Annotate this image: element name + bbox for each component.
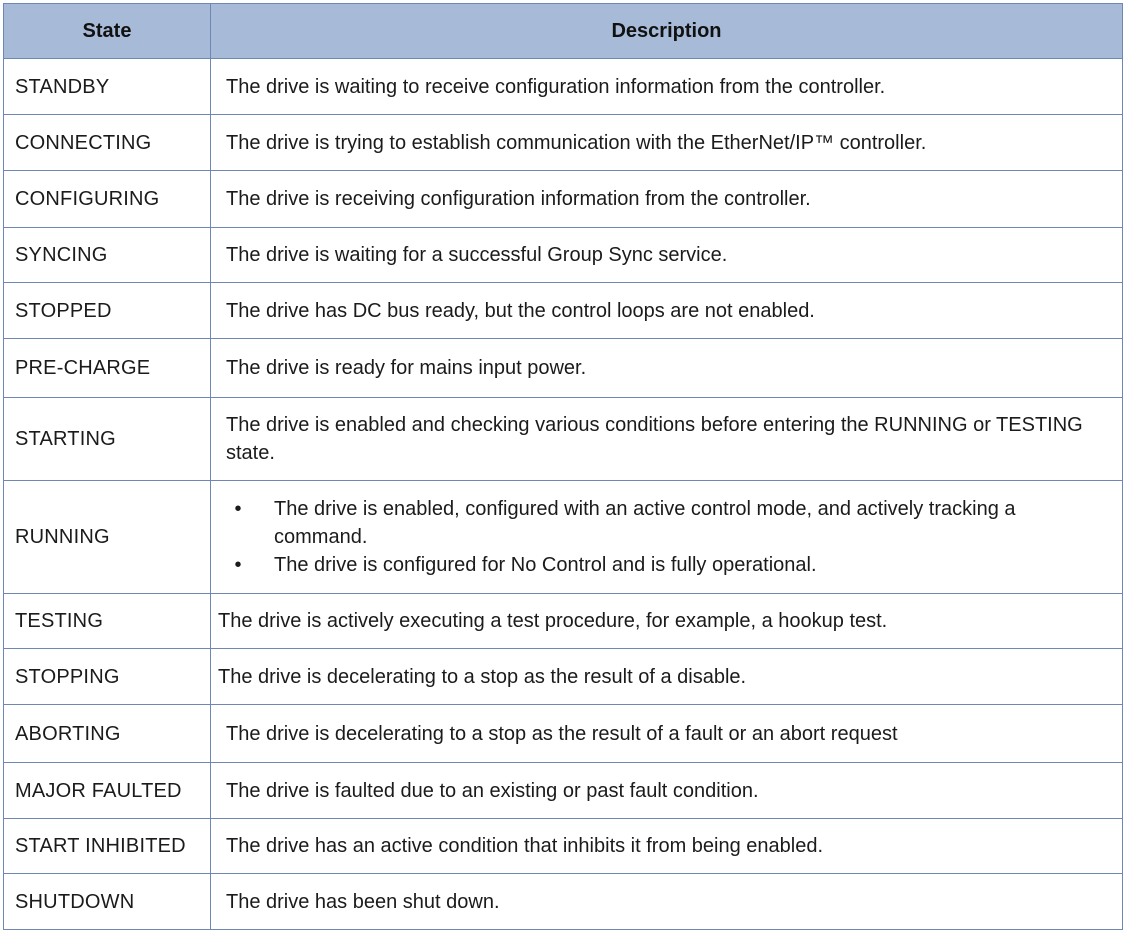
description-cell: The drive is decelerating to a stop as the result of a fault or an abort request	[211, 705, 1123, 763]
description-cell	[211, 481, 1123, 594]
table-row	[4, 59, 1123, 115]
description-cell: The drive is decelerating to a stop as the result of a disable.	[211, 649, 1123, 705]
description-cell: The drive is waiting for a successful Group Sync service.	[211, 228, 1123, 283]
table-body	[4, 59, 1123, 930]
description-cell: The drive is waiting to receive configuration information from the controller.	[211, 59, 1123, 115]
bullet-text: The drive is enabled, configured with an active control mode, and actively tracking a command.	[274, 498, 1016, 548]
table-row	[4, 594, 1123, 649]
description-cell: The drive is ready for mains input power.	[211, 339, 1123, 398]
table-row	[4, 398, 1123, 481]
state-cell: PRE-CHARGE	[4, 339, 211, 398]
description-cell: The drive is trying to establish communication with the EtherNet/IP™ controller.	[211, 115, 1123, 171]
table-row	[4, 339, 1123, 398]
table-row	[4, 874, 1123, 930]
state-cell: SHUTDOWN	[4, 874, 211, 930]
drive-state-table	[3, 3, 1123, 930]
table-header	[4, 4, 1123, 59]
bullet-icon: •	[234, 554, 242, 576]
table-row	[4, 283, 1123, 339]
table-row	[4, 115, 1123, 171]
state-cell: START INHIBITED	[4, 819, 211, 874]
description-cell: The drive has been shut down.	[211, 874, 1123, 930]
state-cell: SYNCING	[4, 228, 211, 283]
description-column-header: Description	[211, 4, 1123, 59]
table-row	[4, 228, 1123, 283]
state-cell: STARTING	[4, 398, 211, 481]
state-cell: STOPPED	[4, 283, 211, 339]
state-cell: TESTING	[4, 594, 211, 649]
state-cell: MAJOR FAULTED	[4, 763, 211, 819]
description-cell: The drive has an active condition that inhibits it from being enabled.	[211, 819, 1123, 874]
state-cell: CONNECTING	[4, 115, 211, 171]
table-row	[4, 819, 1123, 874]
bullet-item	[226, 551, 1112, 579]
table-row	[4, 763, 1123, 819]
bullet-item	[226, 495, 1112, 551]
description-cell: The drive is faulted due to an existing or past fault condition.	[211, 763, 1123, 819]
header-row	[4, 4, 1123, 59]
description-cell: The drive is receiving configuration information from the controller.	[211, 171, 1123, 228]
table-row	[4, 649, 1123, 705]
description-cell: The drive is enabled and checking various conditions before entering the RUNNING or TESTING state.	[211, 398, 1123, 481]
state-cell: STANDBY	[4, 59, 211, 115]
description-cell: The drive is actively executing a test procedure, for example, a hookup test.	[211, 594, 1123, 649]
state-description-document	[3, 3, 1122, 930]
bullet-text: The drive is configured for No Control and is fully operational.	[274, 554, 817, 576]
bullet-icon: •	[234, 498, 242, 520]
state-column-header: State	[4, 4, 211, 59]
state-cell: ABORTING	[4, 705, 211, 763]
description-cell: The drive has DC bus ready, but the control loops are not enabled.	[211, 283, 1123, 339]
table-row	[4, 171, 1123, 228]
state-cell: RUNNING	[4, 481, 211, 594]
state-cell: STOPPING	[4, 649, 211, 705]
table-row	[4, 481, 1123, 594]
description-bullet-list	[226, 495, 1112, 579]
state-cell: CONFIGURING	[4, 171, 211, 228]
table-row	[4, 705, 1123, 763]
